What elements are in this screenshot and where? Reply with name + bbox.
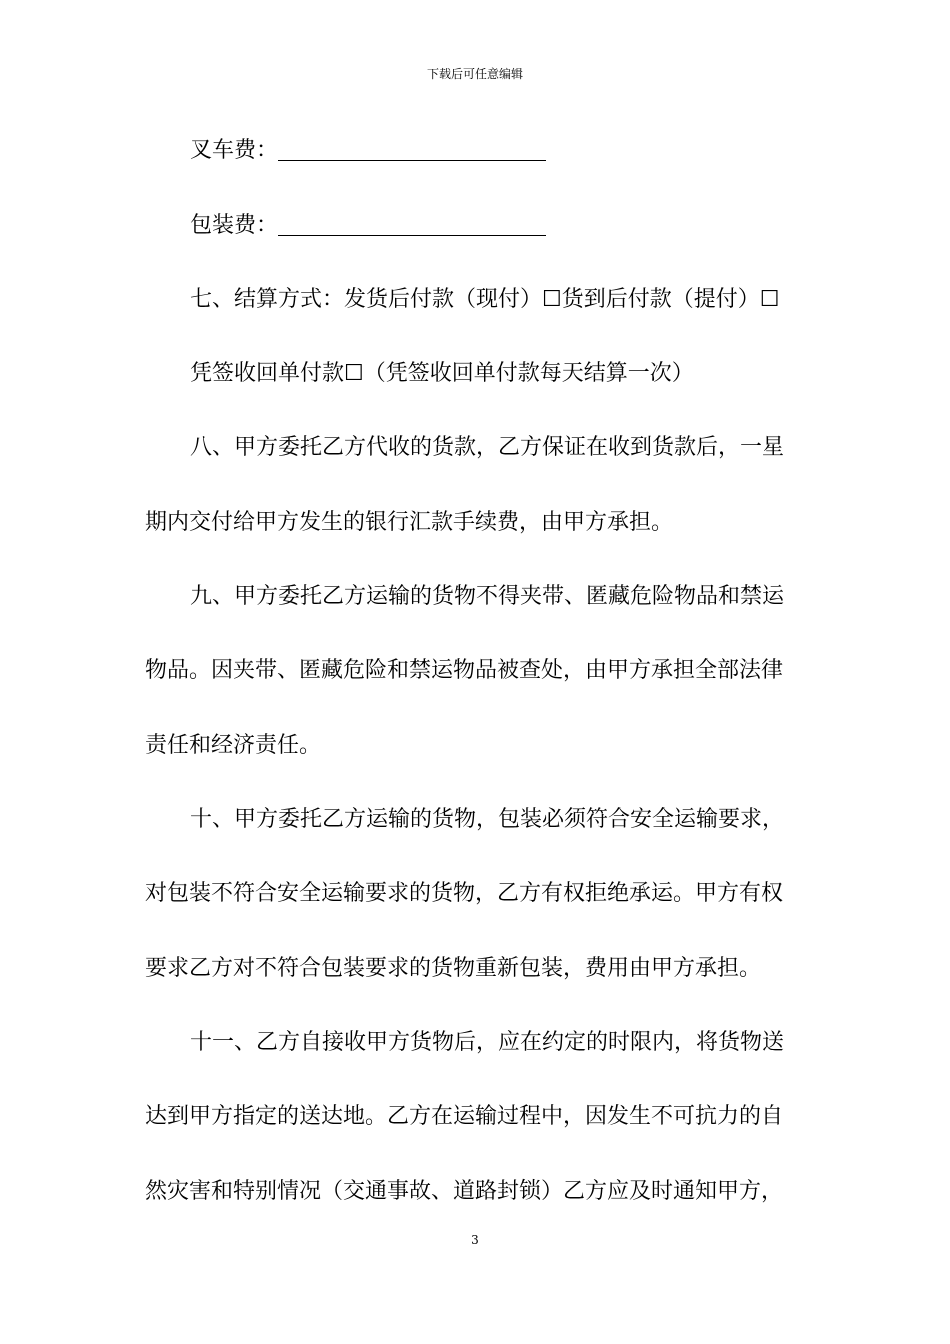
forklift-fee-blank xyxy=(278,138,546,161)
clause-9-line-3: 责任和经济责任。 xyxy=(145,733,322,758)
packaging-fee-line xyxy=(190,211,546,241)
page-header: 下载后可任意编辑 xyxy=(426,67,523,81)
clause-11-line-3: 然灾害和特别情况（交通事故、道路封锁）乙方应及时通知甲方， xyxy=(145,1179,784,1204)
forklift-fee-label: 叉车费： xyxy=(190,138,279,163)
clause-9-line-1: 九、甲方委托乙方运输的货物不得夹带、匿藏危险物品和禁运 xyxy=(190,584,785,609)
clause-9-line-2: 物品。因夹带、匿藏危险和禁运物品被查处，由甲方承担全部法律 xyxy=(145,658,784,683)
clause-10-line-3: 要求乙方对不符合包装要求的货物重新包装，费用由甲方承担。 xyxy=(145,956,762,981)
clause-10-line-2: 对包装不符合安全运输要求的货物，乙方有权拒绝承运。甲方有权 xyxy=(145,881,784,906)
clause-11-line-2: 达到甲方指定的送达地。乙方在运输过程中，因发生不可抗力的自 xyxy=(145,1104,784,1129)
settlement-method-line-2: 凭签收回单付款☐（凭签收回单付款每天结算一次） xyxy=(190,361,694,386)
settlement-method-line: 七、结算方式：发货后付款（现付）☐货到后付款（提付）☐ xyxy=(190,287,780,312)
forklift-fee-line xyxy=(190,136,546,166)
packaging-fee-blank xyxy=(278,213,546,236)
clause-8-line-2: 期内交付给甲方发生的银行汇款手续费，由甲方承担。 xyxy=(145,510,674,535)
page-number: 3 xyxy=(471,1233,479,1247)
packaging-fee-label: 包装费： xyxy=(190,213,279,238)
clause-10-line-1: 十、甲方委托乙方运输的货物，包装必须符合安全运输要求， xyxy=(190,807,785,832)
clause-8-line-1: 八、甲方委托乙方代收的货款，乙方保证在收到货款后，一星 xyxy=(190,435,785,460)
clause-11-line-1: 十一、乙方自接收甲方货物后，应在约定的时限内，将货物送 xyxy=(190,1030,785,1055)
